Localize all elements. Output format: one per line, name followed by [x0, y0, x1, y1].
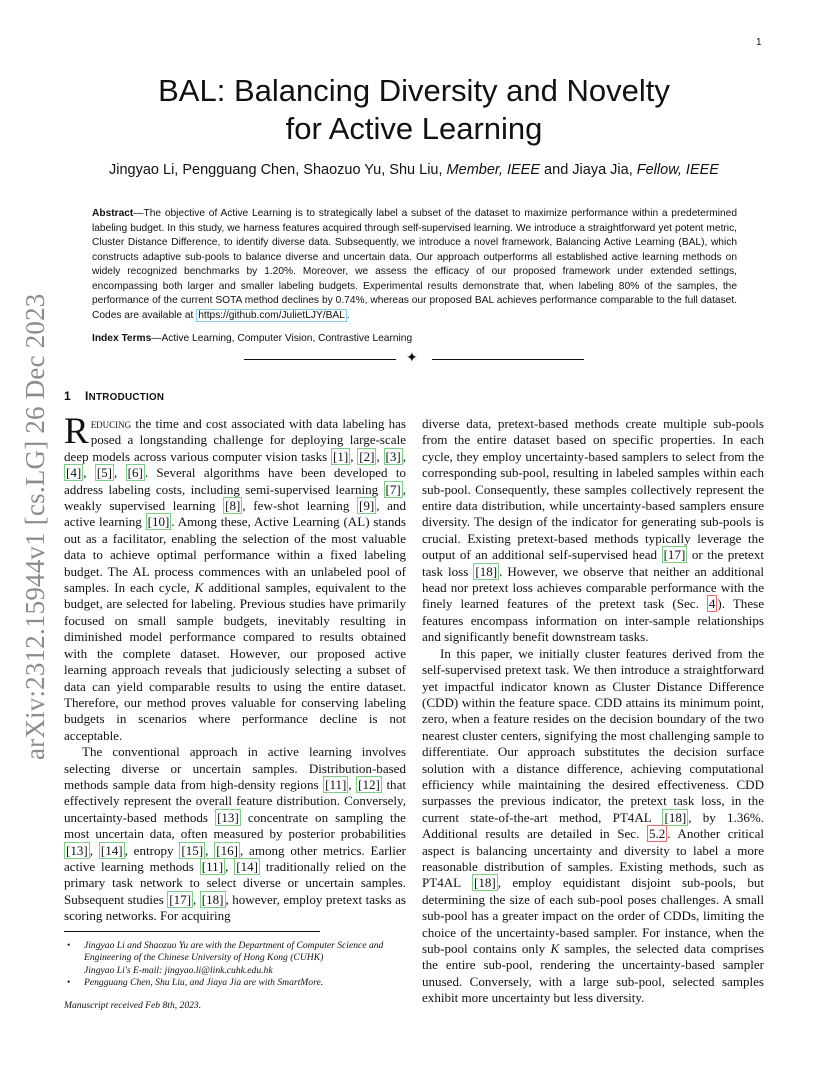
manuscript-received: Manuscript received Feb 8th, 2023. [64, 999, 202, 1011]
text-run: In this paper, we initially cluster features derived from the self-supervised pretext task. We then introduce a straightforward yet impactful indicator known as Cluster Distance Difference (CDD) within the feature space. CDD attains its minimum point, zero, when a feature resides on the decision boundary of the two nearest cluster centers, signifying the most challenging sample to differentiate. Our approach substitutes the decision surface solution with a distance difference, achieving computational efficiency while maintaining the desired effectiveness. CDD surpasses the previous indicator, the pretext task loss, in the current state-of-the-art method, PT4AL [422, 645, 764, 825]
citation-link[interactable]: [16] [216, 842, 238, 858]
intro-paragraph-4 [422, 646, 764, 1007]
bullet-icon: • [67, 977, 71, 989]
index-terms-label: Index Terms [92, 333, 152, 344]
paper-title [100, 72, 728, 148]
text-run: . Among these, Active Learning (AL) stands out as a facilitator, enabling the selection of the most valuable data to achieve optimal performance within a fixed labeling budget. The AL process commences with an unlabeled pool of samples. In each cycle, [64, 514, 407, 596]
citation-link[interactable]: [18] [201, 891, 224, 907]
text-run: , [114, 465, 126, 481]
authors-last: and Jiaya Jia, [540, 162, 637, 178]
author-fellow-title: Fellow, IEEE [636, 162, 719, 178]
abstract [92, 207, 737, 324]
text-run: , [83, 465, 95, 481]
separator-rule-right [432, 359, 584, 360]
arxiv-watermark: arXiv:2312.15944v1 [cs.LG] 26 Dec 2023 [20, 293, 50, 760]
citation-link[interactable]: [18] [474, 875, 496, 891]
abstract-end: . [346, 310, 350, 322]
text-run: , [348, 776, 357, 792]
section-title-initial: I [84, 389, 89, 403]
text-run: , [376, 448, 384, 464]
section-number: 1 [64, 389, 71, 403]
text-run: the time and cost associated with data labeling has posed a longstanding challenge for deploying large-scale deep models across various computer vision tasks [64, 416, 406, 464]
text-run: ). These features encompass information on inter-sample relationships and significantly benefit downstream tasks. [422, 596, 764, 645]
text-run: , and active learning [64, 498, 406, 530]
right-column [422, 416, 764, 1007]
index-terms [92, 333, 737, 344]
footnote-text: Pengguang Chen, Shu Liu, and Jiaya Jia are with SmartMore. [84, 977, 324, 989]
smallcaps-lead: educing [90, 416, 132, 431]
footnote-rule [64, 931, 320, 932]
text-run: additional samples, equivalent to the budget, are selected for labeling. Previous studies have primarily focused on small sample budgets, inevitably resulting in diminished model performance compared to results obtained with the complete dataset. However, our proposed active learning approach reveals that judiciously selecting a subset of data can yield comparable results to using the entire dataset. Therefore, our method proves valuable for conserving labeling budgets in scenarios where performance decline is not acceptable. [64, 580, 406, 743]
text-run: , [205, 842, 215, 858]
text-run: , [193, 891, 200, 907]
citation-link[interactable]: [13] [217, 809, 239, 825]
citation-link[interactable]: [2] [359, 448, 375, 464]
text-run: , weakly supervised learning [64, 481, 406, 514]
citation-link[interactable]: [18] [475, 563, 498, 579]
text-run: , by 1.36%. Additional results are detailed in Sec. [422, 809, 764, 842]
index-terms-text: —Active Learning, Computer Vision, Contrastive Learning [151, 333, 413, 344]
text-run: , entropy [124, 842, 180, 858]
citation-link[interactable]: [4] [66, 465, 82, 481]
section-ref-link[interactable]: 5.2 [648, 826, 666, 842]
title-line-2: for Active Learning [285, 110, 543, 146]
author-member-title: Member, IEEE [446, 162, 541, 178]
text-run: , among other metrics. Earlier active learning methods [64, 842, 407, 874]
text-run: , [350, 448, 358, 464]
abstract-label: Abstract [92, 208, 134, 219]
author-list [64, 162, 764, 178]
citation-link[interactable]: [17] [663, 547, 686, 563]
citation-link[interactable]: [11] [201, 858, 224, 874]
citation-link[interactable]: [1] [332, 448, 349, 464]
text-run: . Several algorithms have been developed to address labeling costs, including semi-supervised learning [64, 465, 406, 497]
text-run: that effectively represent the overall feature distribution. Conversely, uncertainty-based methods [64, 776, 407, 825]
citation-link[interactable]: [9] [359, 498, 375, 514]
text-run: , [402, 448, 406, 464]
citation-link[interactable]: [17] [169, 891, 192, 907]
citation-link[interactable]: [18] [664, 809, 687, 825]
footnote-affiliation-2 [64, 977, 409, 989]
citation-link[interactable]: [7] [385, 481, 401, 497]
citation-link[interactable]: [14] [236, 858, 258, 874]
text-run: traditionally relied on the primary task network to select diverse or uncertain samples. Subsequent studies [64, 858, 406, 907]
footnote-email: Jingyao Li's E-mail: jingyao.li@link.cuhk.edu.hk [84, 964, 273, 976]
citation-link[interactable]: [14] [100, 842, 123, 858]
intro-paragraph-2 [64, 744, 406, 924]
text-run: concentrate on sampling the most uncertain data, often measured by posterior probabilities [64, 809, 406, 842]
section-separator [244, 352, 584, 366]
left-column [64, 411, 407, 925]
title-line-1: BAL: Balancing Diversity and Novelty [158, 73, 670, 108]
text-run: or the pretext task loss [422, 547, 764, 579]
citation-link[interactable]: [13] [66, 842, 88, 858]
page-number: 1 [756, 37, 762, 48]
bullet-icon: • [67, 940, 71, 951]
text-run: , [225, 858, 235, 874]
text-run: , employ equidistant disjoint sub-pools, but determining the size of each sub-pool poses challenges. A small sub-pool has a greater impact on the order of CDDs, limiting the choice of the uncertainty-based sampler. For instance, when the sub-pool contains only [422, 875, 764, 956]
text-run: , however, employ pretext tasks as scoring networks. For acquiring [64, 891, 406, 924]
authors-names: Jingyao Li, Pengguang Chen, Shaozuo Yu, Shu Liu, [109, 162, 447, 178]
math-variable-k: K [194, 580, 204, 596]
text-run: diverse data, pretext-based methods create multiple sub-pools from the entire dataset based on specific properties. In each cycle, they employ uncertainty-based samplers to select from the corresponding sub-pool, resulting in labeled samples within each sub-pool. Consequently, these samples collectively represent the entire data distribution, while uncertainty-based samplers ensure diversity. The design of the indicator for generating sub-pools is crucial. Existing pretext-based methods typically leverage the output of an additional self-supervised head [422, 416, 764, 563]
text-run: . Another critical aspect is balancing uncertainty and diversity to label a more reasonable distribution of samples. Existing methods, such as PT4AL [422, 826, 764, 891]
intro-paragraph-3 [422, 416, 764, 646]
citation-link[interactable]: [11] [325, 776, 347, 792]
citation-link[interactable]: [5] [96, 465, 113, 481]
section-heading-introduction [64, 389, 164, 403]
citation-link[interactable]: [12] [358, 776, 380, 792]
citation-link[interactable]: [15] [181, 842, 204, 858]
footnote-text: Jingyao Li and Shaozuo Yu are with the Department of Computer Science and Engineering of the Chinese University of Hong Kong (CUHK) [84, 940, 384, 964]
footnote-affiliation-1 [64, 940, 409, 977]
text-run: samples, the selected data comprises the entire sub-pool, rendering the uncertainty-based sampler unused. Conversely, with a large sub-pool, selected samples exhibit more uncertainty but less diversity. [422, 941, 765, 1006]
text-run: , few-shot learning [242, 498, 358, 514]
footnotes [64, 940, 409, 1012]
text-run: , [89, 842, 99, 858]
section-ref-link[interactable]: 4 [708, 596, 716, 612]
citation-link[interactable]: [3] [385, 448, 401, 464]
math-variable-k: K [550, 941, 560, 956]
citation-link[interactable]: [6] [127, 465, 143, 481]
section-title-rest: NTRODUCTION [88, 392, 165, 403]
separator-star-icon: ✦ [406, 350, 418, 366]
text-run: The conventional approach in active learning involves selecting diverse or uncertain samples. Distribution-based methods sample data from high-density regions [64, 744, 406, 792]
separator-rule-left [244, 359, 396, 360]
code-link[interactable]: https://github.com/JulietLJY/BAL [198, 310, 345, 322]
text-run: . However, we observe that neither an additional head nor pretext loss achieves comparable performance with the finely learned features of the pretext task (Sec. [422, 563, 765, 612]
citation-link[interactable]: [8] [225, 498, 241, 514]
citation-link[interactable]: [10] [147, 514, 170, 530]
intro-paragraph-1 [64, 411, 407, 744]
abstract-text: —The objective of Active Learning is to strategically label a subset of the dataset to maximize performance within a predetermined labeling budget. In this study, we harness features acquired through self-supervised learning. We introduce a straightforward yet potent metric, Cluster Distance Difference, to identify diverse data. Subsequently, we introduce a novel framework, Balancing Active Learning (BAL), which constructs adaptive sub-pools to balance diverse and uncertain data. Our approach outperforms all established active learning methods on widely recognized benchmarks by 1.20%. Moreover, we assess the efficacy of our proposed framework under extended settings, encompassing both larger and smaller labeling budgets. Experimental results demonstrate that, when labeling 80% of the samples, the performance of the current SOTA method declines by 0.74%, whereas our proposed BAL achieves performance comparable to the full dataset. Codes are available at [92, 208, 737, 322]
drop-cap: R [64, 411, 89, 452]
